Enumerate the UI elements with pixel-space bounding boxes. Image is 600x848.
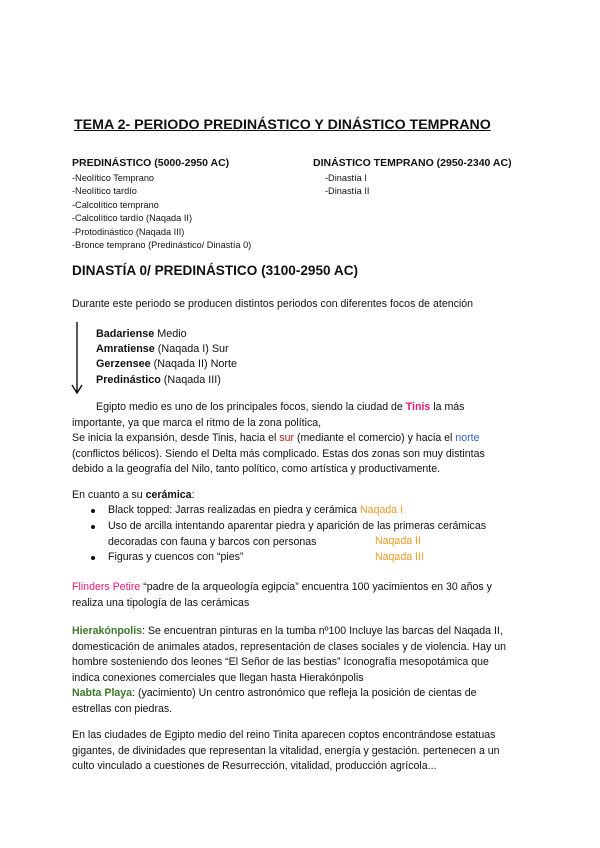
period-name: Badariense	[96, 328, 155, 340]
document-title: TEMA 2- PERIODO PREDINÁSTICO Y DINÁSTICO TEMPRANO	[74, 117, 491, 133]
flinders-paragraph	[72, 580, 492, 611]
text-line: Uso de arcilla intentando aparentar piedra y aparición de las primeras cerámicas	[108, 520, 487, 532]
hierakonpolis-paragraph	[72, 624, 506, 717]
sur-highlight: sur	[279, 432, 295, 444]
text-line	[72, 624, 506, 640]
text-span: : (yacimiento) Un centro astronómico que refleja la posición de cientas de	[132, 687, 477, 699]
list-item: -Dinastía I	[325, 173, 367, 183]
text-line: estrellas con piedras.	[72, 702, 173, 715]
period-desc: (Naqada II) Norte	[150, 358, 238, 371]
period-name: Amratiense	[96, 343, 155, 356]
ceramica-bullet-3: Figuras y cuencos con “pies”	[108, 551, 244, 563]
text-line: realiza una tipología de las cerámicas	[72, 596, 250, 609]
naqada-tag: Naqada III	[375, 551, 424, 563]
text-span: :	[191, 489, 195, 501]
text-line: decoradas con fauna y barcos con personas	[108, 535, 317, 548]
period-desc: (Naqada I) Sur	[154, 343, 229, 356]
flinders-name: Flinders Petire	[72, 581, 141, 593]
list-item: -Dinastía II	[325, 186, 370, 197]
nabta-name: Nabta Playa	[72, 687, 133, 699]
bullet-icon	[91, 556, 95, 560]
text-line: culto vinculado a cuestiones de Resurrección, vitalidad, producción agrícola...	[72, 760, 437, 772]
hierakonpolis-name: Hierakónpolis	[72, 625, 143, 637]
intro-paragraph: Durante este periodo se producen distintos periodos con diferentes focos de atención	[72, 298, 474, 310]
periods-list	[96, 327, 237, 388]
ceramica-bullet-1	[108, 503, 403, 519]
text-line: hombre sosteniendo dos leones “El Señor de las bestias” Iconografía mesopotámica que	[72, 656, 489, 668]
text-span: Egipto medio es uno de los principales focos, siendo la ciudad de	[96, 401, 406, 413]
tinis-highlight: Tinis	[405, 401, 431, 413]
text-span: (mediante el comercio) y hacia el	[294, 432, 456, 444]
naqada-tag: Naqada II	[375, 535, 421, 547]
period-desc: (Naqada III)	[160, 373, 221, 386]
text-line: indica conexiones comerciales que llegan hasta Hierakónpolis	[72, 671, 364, 684]
list-item: -Neolítico tardío	[72, 186, 137, 197]
list-item	[96, 357, 237, 372]
predinastico-heading: PREDINÁSTICO (5000-2950 AC)	[72, 157, 230, 169]
dinastico-list	[325, 172, 369, 199]
final-paragraph	[72, 728, 500, 775]
list-item: -Bronce temprano (Predinástico/ Dinastía 0)	[72, 240, 252, 251]
period-desc: Medio	[154, 328, 187, 340]
text-line	[72, 580, 492, 596]
text-span: Black topped: Jarras realizadas en piedra y cerámica	[108, 504, 361, 516]
section-heading: DINASTÍA 0/ PREDINÁSTICO (3100-2950 AC)	[72, 263, 359, 278]
predinastico-list	[72, 172, 251, 252]
text-line	[72, 431, 485, 447]
text-line	[72, 686, 506, 702]
ceramica-bullet-2	[108, 519, 486, 550]
naqada-tag: Naqada I	[360, 504, 404, 516]
bullet-icon	[91, 525, 95, 529]
text-line: gigantes, de divinidades que representan la vitalidad, energía y gestación. pertenecen a un	[72, 744, 500, 757]
text-line	[72, 400, 485, 416]
bullet-icon	[91, 509, 95, 513]
list-item	[96, 373, 237, 388]
text-span: la más	[430, 401, 465, 413]
list-item	[96, 342, 237, 357]
dinastico-heading: DINÁSTICO TEMPRANO (2950-2340 AC)	[313, 157, 512, 169]
egypt-paragraph	[72, 400, 485, 478]
period-name: Gerzensee	[96, 358, 151, 371]
text-span: : Se encuentran pinturas en la tumba nº100 Incluye las barcas del Naqada II,	[142, 625, 503, 637]
list-item: -Calcolítico tardío (Naqada II)	[72, 213, 192, 224]
text-line: En las ciudades de Egipto medio del reino Tinita aparecen coptos encontrándose estatuas	[72, 729, 496, 741]
text-span: cerámica	[145, 489, 192, 501]
text-line: importante, ya que marca el ritmo de la zona política,	[72, 416, 322, 429]
ceramica-lead	[72, 488, 195, 504]
list-item: -Neolítico Temprano	[72, 173, 155, 183]
list-item: -Protodinástico (Naqada III)	[72, 226, 185, 237]
text-line: (conflictos bélicos). Siendo el Delta más complicado. Estas dos zonas son muy distintas	[72, 447, 485, 460]
text-line: debido a la geografía del Nilo, tanto político, como artística y productivamente.	[72, 463, 441, 475]
list-item: -Calcolítico temprano	[72, 199, 159, 210]
list-item	[96, 327, 237, 342]
down-arrow-icon	[70, 322, 84, 396]
norte-highlight: norte	[455, 432, 480, 444]
text-span: “padre de la arqueología egipcia” encuentra 100 yacimientos en 30 años y	[140, 581, 492, 593]
period-name: Predinástico	[96, 373, 161, 386]
text-span: En cuanto a su	[72, 489, 146, 501]
text-span: Se inicia la expansión, desde Tinis, hacia el	[72, 432, 280, 444]
text-line: domesticación de animales atados, representación de clases sociales y de violencia. Hay un	[72, 640, 506, 653]
